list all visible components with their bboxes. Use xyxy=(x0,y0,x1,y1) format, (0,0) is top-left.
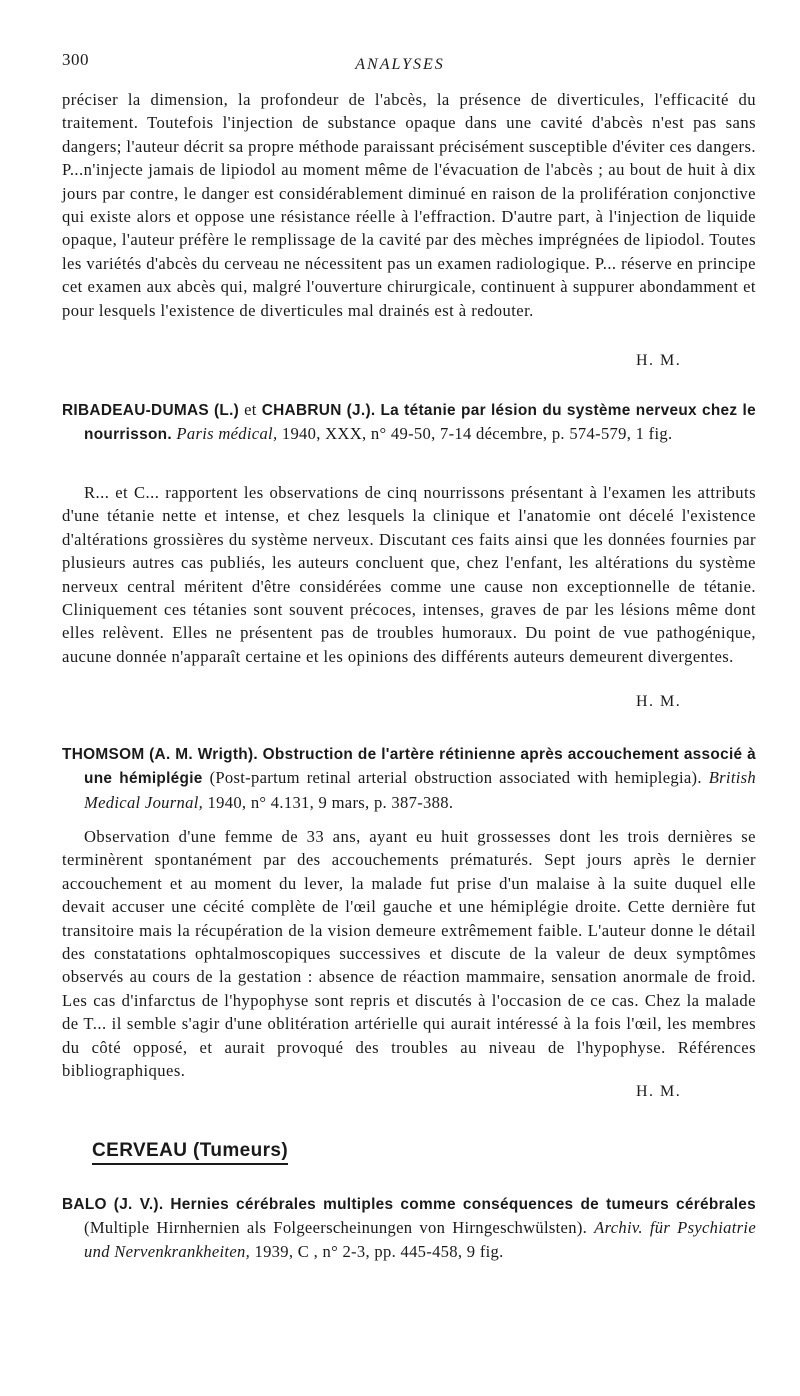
journal-name: British Medical Journal, xyxy=(84,768,757,812)
entry-heading xyxy=(62,742,756,814)
continuation-paragraph: préciser la dimension, la profondeur de l'abcès, la présence de diverticules, l'efficacité du traitement. Toutefois l'injection de substance opaque dans une cavité d'abcès n'est pas sans dangers; l'auteur décrit sa propre méthode paraissant précisément susceptible d'éviter ces dangers. P...n'injecte jamais de lipiodol au moment même de l'évacuation de l'abcès ; au bout de huit à dix jours par contre, le danger est considérablement diminué en raison de la prolifération conjonctive qui existe alors et oppose une résistance réelle à l'effraction. D'autre part, à l'injection de liquide opaque, l'auteur préfère le remplissage de la cavité par des mèches imprégnées de lipiodol. Toutes les variétés d'abcès du cerveau ne nécessitent pas un examen radiologique. P... réserve en principe cet examen aux abcès qui, malgré l'ouverture chirurgicale, continuent à suppurer abondamment et pour lesquels l'existence de diverticules mal drainés est à redouter. xyxy=(62,90,756,320)
abstract-paragraph: Observation d'une femme de 33 ans, ayant eu huit grossesses dont les trois dernières se terminèrent spontanément par des accouchements prématurés. Sept jours après le dernier accouchement et au moment du lever, la malade fut prise d'un malaise à la suite duquel elle devait accuser une cécité complète de l'œil gauche et une hémiplégie droite. Cette dernière fut transitoire mais la récupération de la vision demeure extrêmement faible. L'auteur donne le détail des constatations ophtalmoscopiques successives et discute de la valeur de deux symptômes observés au cours de la gestation : absence de réaction mammaire, sensation anormale de froid. Les cas d'infarctus de l'hypophyse sont repris et discutés à l'occasion de ce cas. Chez la malade de T... il semble s'agir d'une oblitération artérielle qui aurait intéressé à la fois l'œil, les membres du côté opposé, et aurait provoqué des troubles au niveau de l'hypophyse. Références bibliographiques. xyxy=(62,827,756,1081)
section-heading: CERVEAU (Tumeurs) xyxy=(92,1140,288,1165)
title-translation: (Multiple Hirnhernien als Folgeerscheinungen von Hirngeschwülsten). xyxy=(84,1218,588,1238)
author-initials: (J. V.). xyxy=(113,1196,164,1213)
journal-name: Archiv. für Psychiatrie und Nervenkrankheiten, xyxy=(84,1218,757,1261)
article-title: La tétanie par lésion du système nerveux chez le nourrisson. xyxy=(84,402,756,444)
running-title: ANALYSES xyxy=(355,56,445,73)
citation: 1940, n° 4.131, 9 mars, p. 387-388. xyxy=(207,792,454,812)
author-initials: (L.) xyxy=(213,402,240,419)
author-connector: et xyxy=(244,400,257,419)
author-name: CHABRUN xyxy=(261,402,342,419)
entry-heading xyxy=(62,1192,756,1263)
author-name: THOMSOM xyxy=(62,746,145,763)
author-initials: (A. M. Wrigth). xyxy=(149,746,258,763)
citation: 1940, XXX, n° 49-50, 7-14 décembre, p. 574-579, 1 fig. xyxy=(281,424,673,444)
page-number: 300 xyxy=(62,50,89,69)
journal-name: Paris médical, xyxy=(176,424,278,444)
signature: H. M. xyxy=(636,693,682,710)
citation: 1939, C , n° 2-3, pp. 445-458, 9 fig. xyxy=(254,1241,504,1261)
abstract-paragraph: R... et C... rapportent les observations de cinq nourrissons présentant à l'examen les attributs d'une tétanie nette et intense, et chez lesquels la clinique et l'anatomie ont décelé l'existence d'altérations grossières du système nerveux. Discutant ces faits ainsi que les données fournies par plusieurs autres cas publiés, les auteurs concluent que, chez l'enfant, les altérations du système nerveux central méritent d'être considérées comme une cause non exceptionnelle de tétanie. Cliniquement ces tétanies sont souvent précoces, intenses, graves de par les lésions même dont elles relèvent. Elles ne présentent pas de troubles humoraux. Du point de vue pathogénique, aucune donnée n'apparaît certaine et les opinions des différents auteurs demeurent divergentes. xyxy=(62,483,756,666)
article-title: Obstruction de l'artère rétinienne après accouchement associé à une hémiplégie xyxy=(84,746,757,788)
author-initials: (J.). xyxy=(346,402,376,419)
signature: H. M. xyxy=(636,352,682,369)
author-name: BALO xyxy=(62,1196,107,1213)
author-name: RIBADEAU-DUMAS xyxy=(62,402,209,419)
signature: H. M. xyxy=(636,1083,682,1100)
article-title: Hernies cérébrales multiples comme conséquences de tumeurs cérébrales xyxy=(170,1196,757,1213)
title-translation: (Post-partum retinal arterial obstruction associated with hemiplegia). xyxy=(209,768,702,788)
entry-heading xyxy=(62,398,756,447)
